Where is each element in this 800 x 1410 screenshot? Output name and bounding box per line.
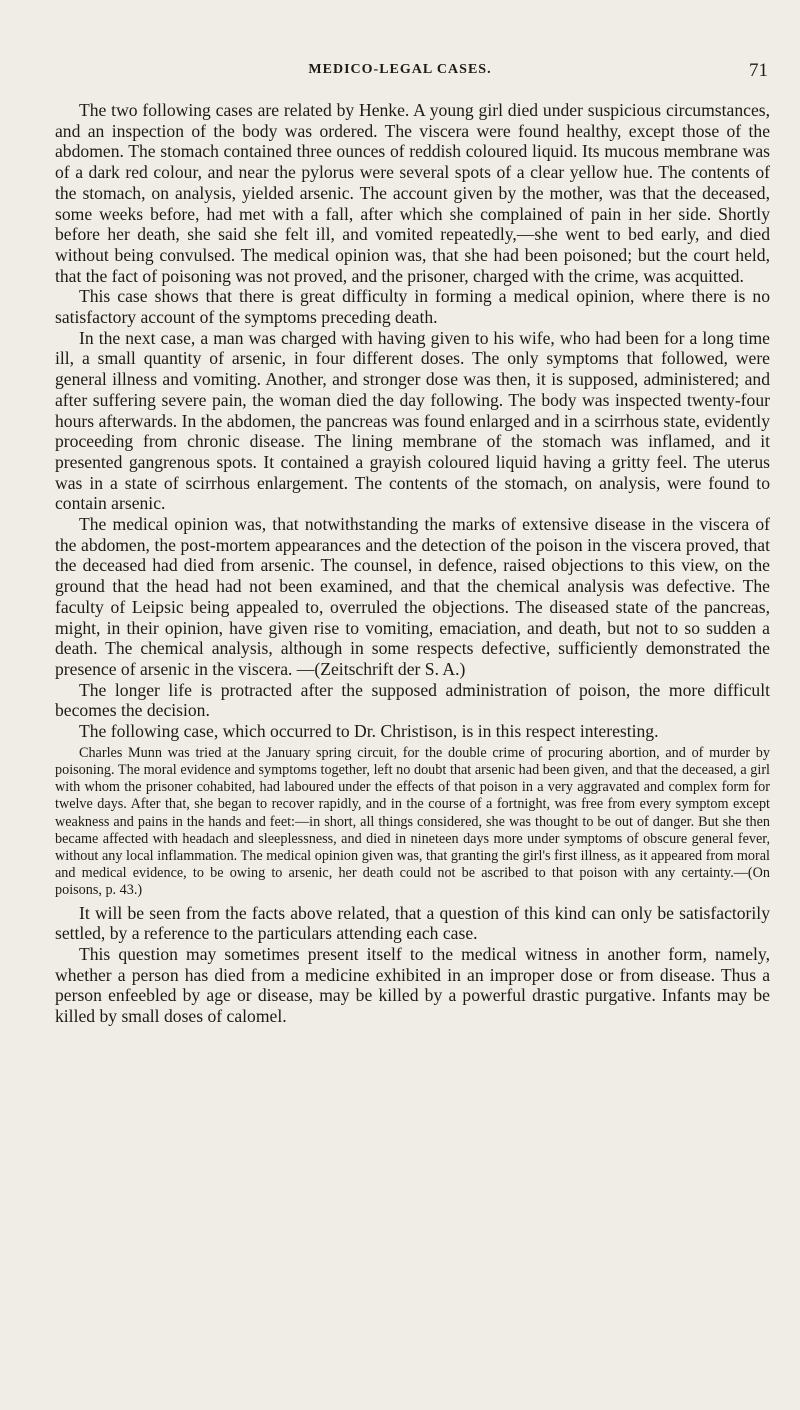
running-head: MEDICO-LEGAL CASES. <box>308 62 492 77</box>
paragraph: The two following cases are related by Henke. A young girl died under suspicious circumstances, and an inspection of the body was ordered. The viscera were found healthy, except those of the abdomen. The stomach contained three ounces of reddish coloured liquid. Its mucous membrane was of a dark red colour, and near the pylorus were several spots of a clear yellow hue. The contents of the stomach, on analysis, yielded arsenic. The account given by the mother, was that the deceased, some weeks before, had met with a fall, after which she complained of pain in her side. Shortly before her death, she said she felt ill, and vomited repeatedly,—she went to bed early, and died without being convulsed. The medical opinion was, that she had been poisoned; but the court held, that the fact of poisoning was not proved, and the prisoner, charged with the crime, was acquitted. <box>55 100 770 286</box>
body-text <box>55 100 770 1027</box>
page-number: 71 <box>749 60 768 81</box>
paragraph: The longer life is protracted after the supposed administration of poison, the more difficult becomes the decision. <box>55 679 770 721</box>
paragraph: This case shows that there is great difficulty in forming a medical opinion, where there is no satisfactory account of the symptoms preceding death. <box>55 286 770 328</box>
paragraph: In the next case, a man was charged with having given to his wife, who had been for a long time ill, a small quantity of arsenic, in four different doses. The only symptoms that followed, were general illness and vomiting. Another, and stronger dose was then, it is supposed, administered; and after suffering severe pain, the woman died the day following. The body was inspected twenty-four hours afterwards. In the abdomen, the pancreas was found enlarged and in a scirrhous state, evidently proceeding from chronic disease. The lining membrane of the stomach was inflamed, and it presented gangrenous spots. It contained a grayish coloured liquid having a gritty feel. The uterus was in a state of scirrhous enlargement. The contents of the stomach, on analysis, were found to contain arsenic. <box>55 327 770 514</box>
paragraph: It will be seen from the facts above related, that a question of this kind can only be satisfactorily settled, by a reference to the particulars attending each case. <box>55 902 770 944</box>
paragraph: This question may sometimes present itself to the medical witness in another form, namely, whether a person has died from a medicine exhibited in an improper dose or from disease. Thus a person enfeebled by age or disease, may be killed by a powerful drastic purgative. Infants may be killed by small doses of calomel. <box>55 944 770 1027</box>
paragraph: The medical opinion was, that notwithstanding the marks of extensive disease in the viscera of the abdomen, the post-mortem appearances and the detection of the poison in the viscera proved, that the deceased had died from arsenic. The counsel, in defence, raised objections to this view, on the ground that the head had not been examined, and that the chemical analysis was defective. The faculty of Leipsic being appealed to, overruled the objections. The diseased state of the pancreas, might, in their opinion, have given rise to vomiting, emaciation, and death, but not to so sudden a death. The chemical analysis, although in some respects defective, sufficiently demonstrated the presence of arsenic in the viscera. —(Zeitschrift der S. A.) <box>55 514 770 679</box>
paragraph: The following case, which occurred to Dr. Christison, is in this respect interesting. <box>79 721 659 742</box>
quoted-case-paragraph: Charles Munn was tried at the January spring circuit, for the double crime of procuring abortion, and of murder by poisoning. The moral evidence and symptoms together, left no doubt that arsenic had been given, and that the deceased, a girl with whom the prisoner cohabited, had laboured under the effects of that poison in a very aggravated and complex form for twelve days. After that, she began to recover rapidly, and in the course of a fortnight, was free from every symptom except weakness and pains in the hands and feet:—in short, all things considered, she was thought to be out of danger. But she then became affected with headach and sleeplessness, and died in nineteen days more under symptoms of obscure general fever, without any local inflammation. The medical opinion given was, that granting the girl's first illness, as it appeared from moral and medical evidence, to be owing to arsenic, her death could not be ascribed to that poison with any certainty.—(On poisons, p. 43.) <box>55 744 770 899</box>
